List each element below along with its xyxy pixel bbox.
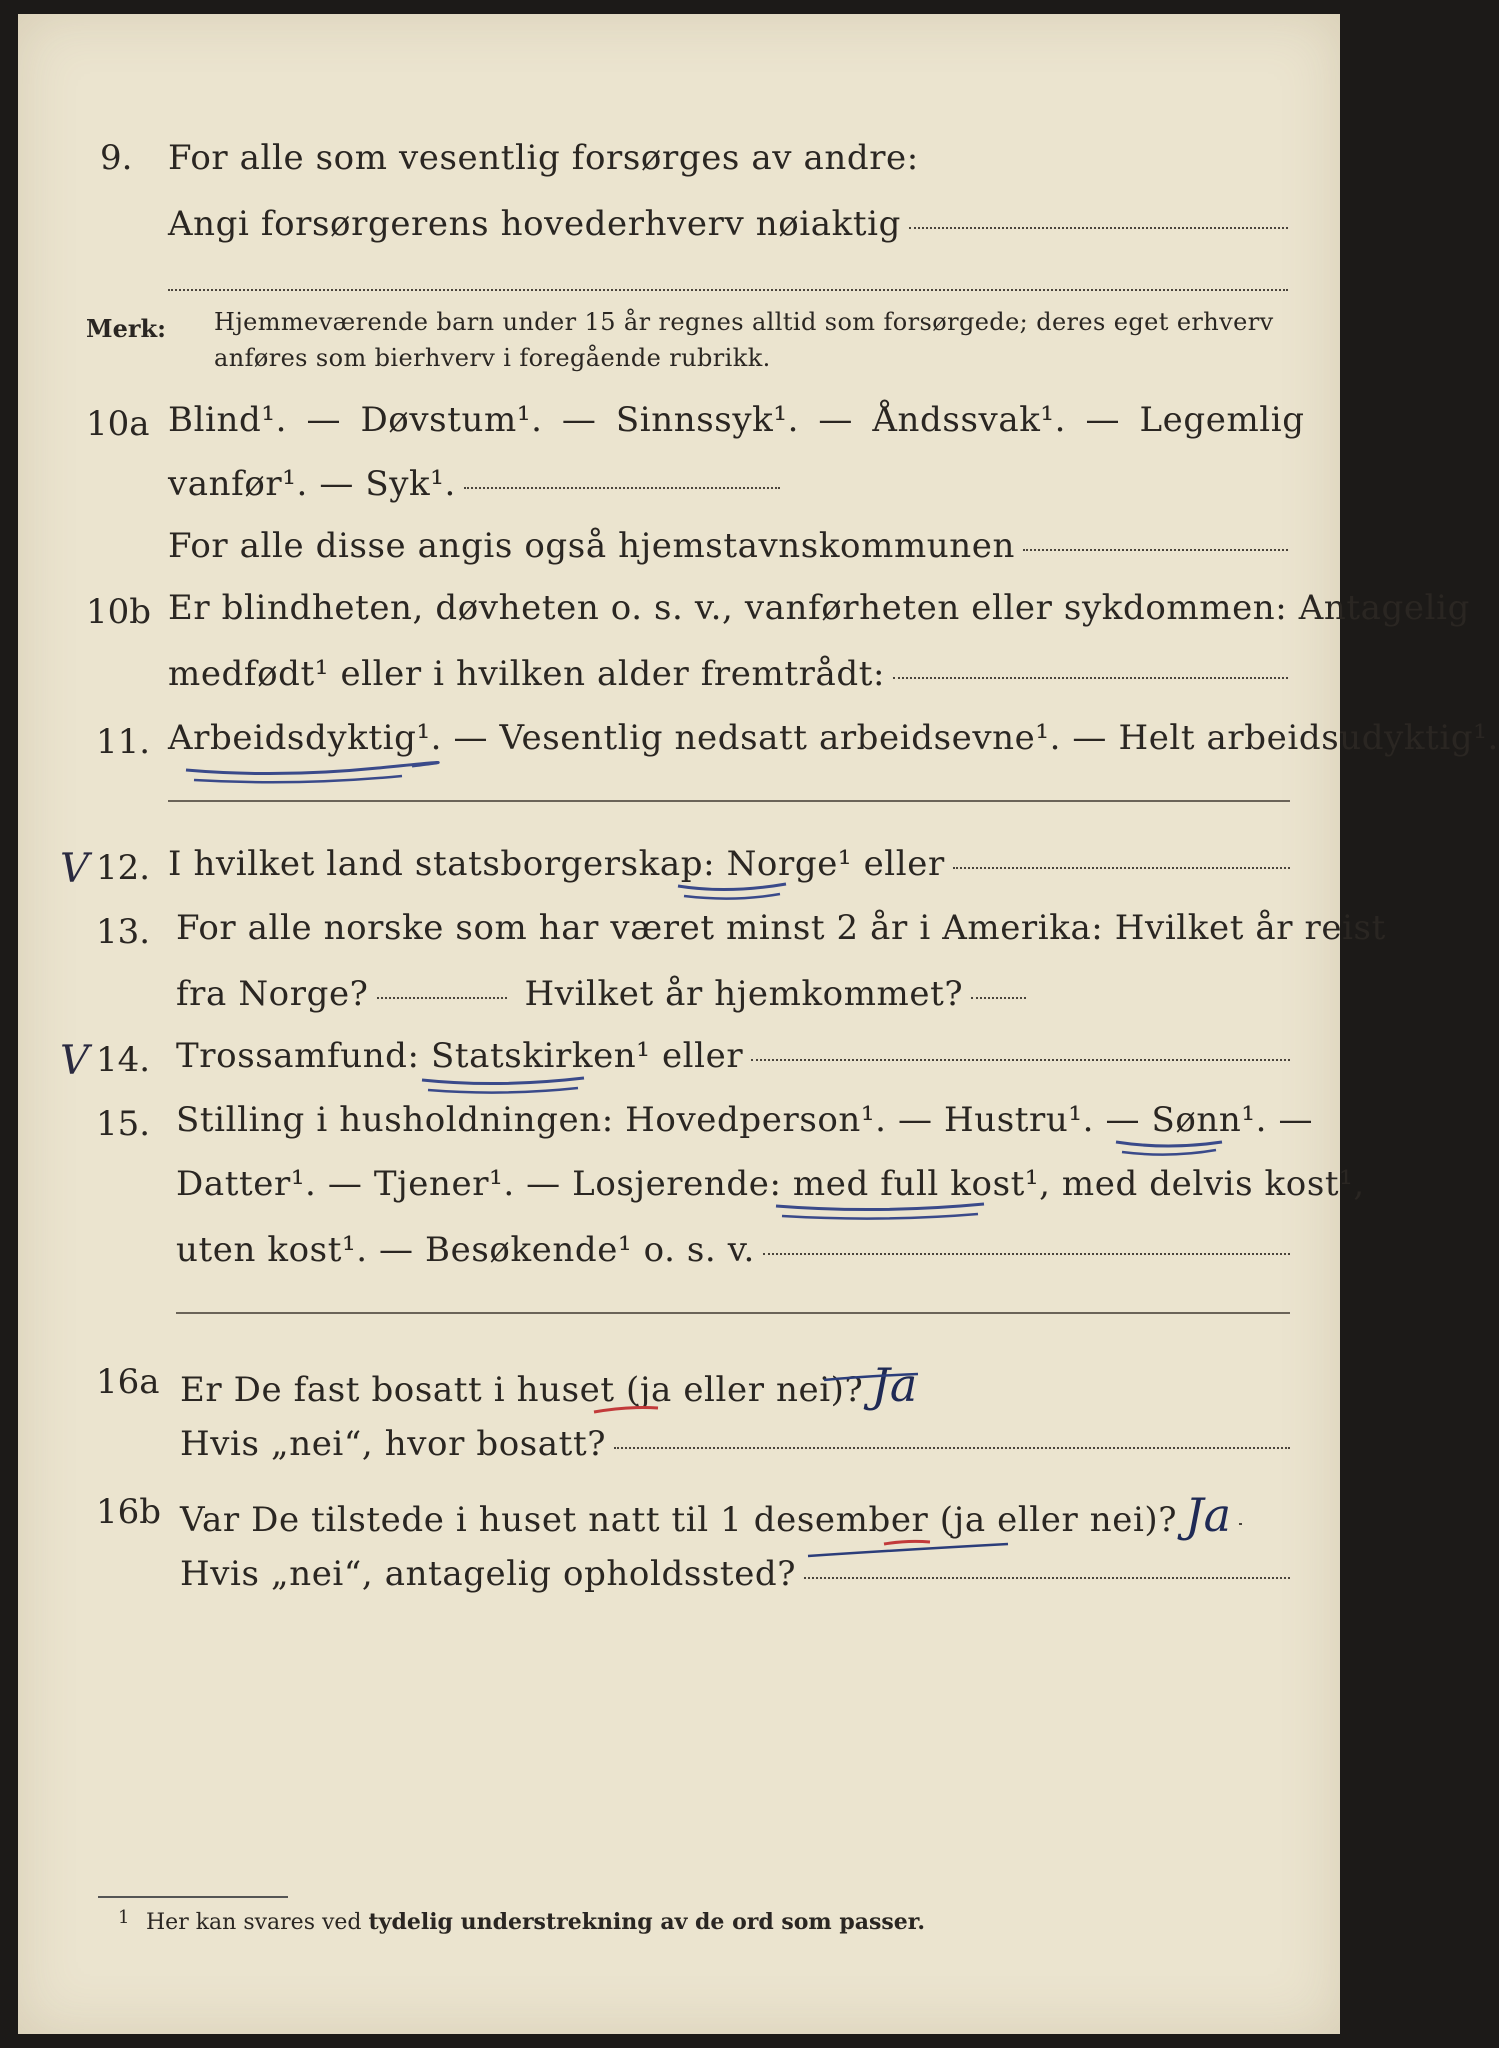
census-form-page: [18, 14, 1499, 2034]
q14-number: 14.: [96, 1040, 151, 1080]
red-mark-16b: [884, 1541, 930, 1544]
q16b-hvis-nei: Hvis „nei“, antagelig opholdssted?: [180, 1554, 797, 1594]
q15-text-3: uten kost¹. — Besøkende¹ o. s. v.: [176, 1230, 755, 1270]
q16b-number: 16b: [96, 1492, 162, 1532]
underline-norge-2: [684, 894, 780, 899]
q10a-vanfor: vanfør¹. — Syk¹.: [168, 464, 456, 504]
margin-check-mark-14: V: [60, 1038, 89, 1084]
merk-line2: anføres som bierhverv i foregående rubrikk.: [214, 344, 771, 372]
q9-prompt: Angi forsørgerens hovederhverv nøiaktig: [168, 204, 901, 244]
q15-text: Stilling i husholdningen: Hovedperson¹. — Hustru¹. — Sønn¹. —: [176, 1100, 1314, 1140]
q16b-handwritten-answer[interactable]: Ja: [1185, 1488, 1232, 1542]
underline-sonn: [1116, 1142, 1222, 1146]
underline-full-kost-2: [782, 1214, 978, 1219]
q15-number: 15.: [96, 1104, 151, 1144]
underline-arbeidsdyktig: [186, 762, 438, 773]
underline-arbeidsdyktig-2: [194, 776, 402, 782]
q13-number: 13.: [96, 912, 151, 952]
q11-text: Arbeidsdyktig¹. — Vesentlig nedsatt arbeidsevne¹. — Helt arbeidsudyktig¹.: [168, 718, 1499, 758]
q12-text: I hvilket land statsborgerskap: Norge¹ eller: [168, 844, 945, 884]
pencil-underlines: [18, 14, 1340, 2034]
q10b-text: Er blindheten, døvheten o. s. v., vanførheten eller sykdommen: Antagelig: [168, 588, 1470, 628]
q10a-text: Blind¹. — Døvstum¹. — Sinnssyk¹. — Åndssvak¹. — Legemlig: [168, 400, 1305, 440]
footnote-bold: tydelig understrekning av de ord som passer.: [368, 1909, 926, 1935]
underline-sonn-2: [1122, 1150, 1216, 1155]
q16a-text: Er De fast bosatt i huset (ja eller nei)?: [180, 1370, 864, 1410]
q10b-medfodt: medfødt¹ eller i hvilken alder fremtrådt:: [168, 654, 886, 694]
q14-text: Trossamfund: Statskirken¹ eller: [176, 1036, 744, 1076]
q10a-hjemstavn: For alle disse angis også hjemstavnskommunen: [168, 526, 1015, 566]
q11-number: 11.: [96, 722, 151, 762]
q15-text-2: Datter¹. — Tjener¹. — Losjerende: med full kost¹, med delvis kost¹,: [176, 1164, 1365, 1204]
q10b-number: 10b: [86, 592, 152, 632]
q16a-number: 16a: [96, 1362, 160, 1402]
q9-number: 9.: [100, 138, 133, 178]
red-mark-16a: [594, 1408, 658, 1413]
q16a-handwritten-answer[interactable]: Ja: [871, 1358, 918, 1412]
footnote-marker: 1: [118, 1907, 130, 1928]
q10a-number: 10a: [86, 404, 150, 444]
blue-mark-16b: [808, 1544, 1008, 1556]
q16b-text: Var De tilstede i huset natt til 1 desember (ja eller nei)?: [180, 1500, 1178, 1540]
underline-statskirken: [422, 1078, 584, 1084]
underline-full-kost: [776, 1204, 984, 1210]
merk-label: Merk:: [86, 314, 166, 343]
q9-text: For alle som vesentlig forsørges av andre:: [168, 138, 919, 178]
underline-norge: [678, 884, 786, 890]
q16a-hvis-nei: Hvis „nei“, hvor bosatt?: [180, 1424, 607, 1464]
q13-hjemkommet: Hvilket år hjemkommet?: [524, 974, 964, 1014]
footnote-plain: Her kan svares ved: [146, 1910, 362, 1935]
blue-mark-16a: [824, 1374, 918, 1380]
margin-check-mark-12: V: [60, 846, 89, 892]
merk-line1: Hjemmeværende barn under 15 år regnes alltid som forsørgede; deres eget erhverv: [214, 308, 1274, 336]
underline-statskirken-2: [428, 1088, 578, 1093]
q12-number: 12.: [96, 848, 151, 888]
q13-text: For alle norske som har været minst 2 år i Amerika: Hvilket år reist: [176, 908, 1386, 948]
q13-fra-norge: fra Norge?: [176, 974, 369, 1014]
